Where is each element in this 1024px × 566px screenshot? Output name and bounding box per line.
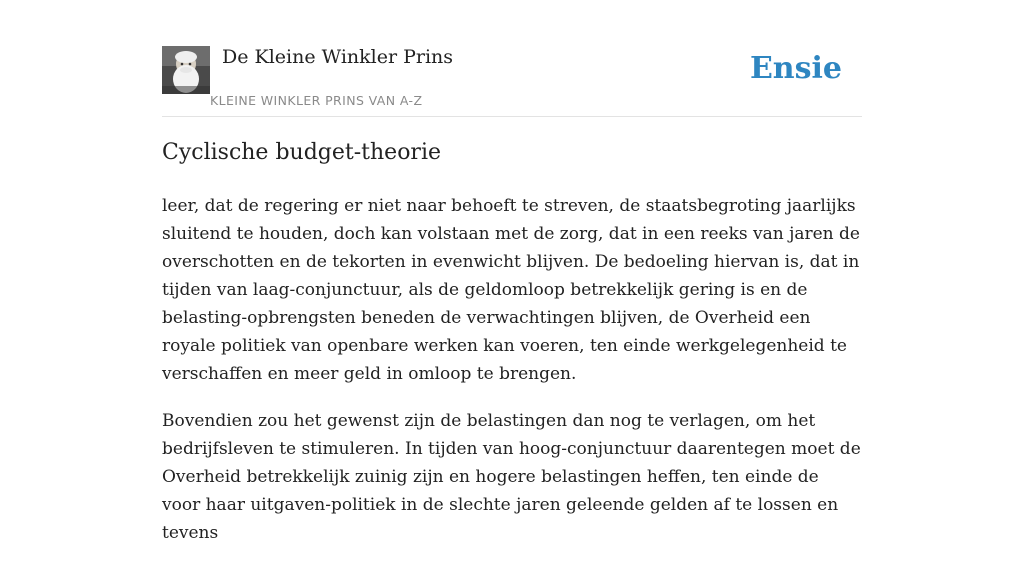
source-title[interactable]: De Kleine Winkler Prins [222, 46, 454, 68]
article-paragraph-1: leer, dat de regering er niet naar behoeft te streven, de staatsbegroting jaarlijks sluitend te houden, doch kan volstaan met de zorg, dat in een reeks van jaren de overschotten en de tekorten in evenwicht blijven. De bedoeling hiervan is, dat in tijden van laag-conjunctuur, als de geldomloop betrekkelijk gering is en de belasting-opbrengsten beneden de verwachtingen blijven, de Overheid een royale politiek van openbare werken kan voeren, ten einde werkgelegenheid te verschaffen en meer geld in omloop te brengen. [162, 196, 860, 384]
article-title: Cyclische budget-theorie [162, 140, 442, 165]
bearded-man-portrait-icon [162, 46, 210, 94]
source-avatar-icon[interactable] [162, 46, 210, 94]
source-subtitle[interactable]: KLEINE WINKLER PRINS VAN A-Z [210, 93, 423, 108]
source-header [162, 44, 862, 117]
article-body [162, 192, 862, 566]
article-paragraph-2: Bovendien zou het gewenst zijn de belastingen dan nog te verlagen, om het bedrijfsleven te stimuleren. In tijden van hoog-conjunctuur daarentegen moet de Overheid betrekkelijk zuinig zijn en hogere belastingen heffen, ten einde de voor haar uitgaven-politiek in de slechte jaren geleende gelden af te lossen en tevens [162, 411, 861, 543]
ensie-logo-link[interactable]: Ensie [749, 51, 842, 86]
